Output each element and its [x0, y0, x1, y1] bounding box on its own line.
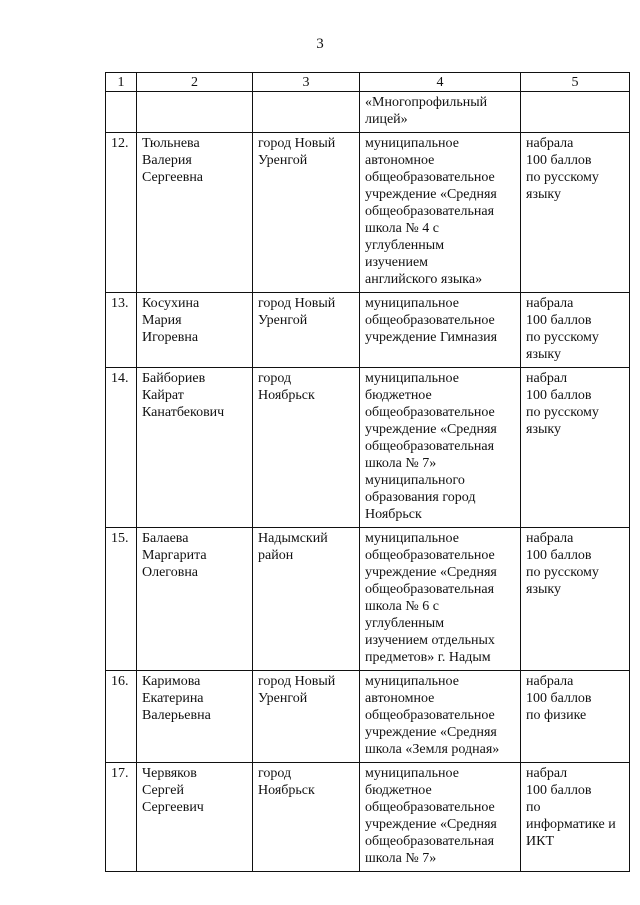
header-col-5: 5 — [521, 73, 630, 92]
cell-name: Косухина Мария Игоревна — [137, 293, 253, 368]
cell-number: 12. — [106, 133, 137, 293]
cell-number: 17. — [106, 763, 137, 872]
table-row — [106, 133, 630, 293]
cell-name: Байбориев Кайрат Канатбекович — [137, 368, 253, 528]
table-row — [106, 528, 630, 671]
cell-number: 13. — [106, 293, 137, 368]
cell-name: Тюльнева Валерия Сергеевна — [137, 133, 253, 293]
table-header — [106, 73, 630, 92]
header-row — [106, 73, 630, 92]
header-col-1: 1 — [106, 73, 137, 92]
cell-result: набрала 100 баллов по русскому языку — [521, 528, 630, 671]
table-row-continuation — [106, 92, 630, 133]
cell-institution: муниципальное бюджетное общеобразовательное учреждение «Средняя общеобразовательная школа № 7» — [360, 763, 521, 872]
cell-institution: муниципальное бюджетное общеобразовательное учреждение «Средняя общеобразовательная школа № 7» муниципального образования город Ноябрьск — [360, 368, 521, 528]
cell-name: Балаева Маргарита Олеговна — [137, 528, 253, 671]
cell-number: 14. — [106, 368, 137, 528]
cell-location: город Новый Уренгой — [253, 671, 360, 763]
cell-location: город Ноябрьск — [253, 368, 360, 528]
cell-institution: «Многопрофильный лицей» — [360, 92, 521, 133]
cell-location: Надымский район — [253, 528, 360, 671]
cell-name — [137, 92, 253, 133]
cell-location: город Ноябрьск — [253, 763, 360, 872]
cell-institution: муниципальное общеобразовательное учреждение Гимназия — [360, 293, 521, 368]
cell-result: набрал 100 баллов по русскому языку — [521, 368, 630, 528]
header-col-4: 4 — [360, 73, 521, 92]
cell-institution: муниципальное автономное общеобразовательное учреждение «Средняя школа «Земля родная» — [360, 671, 521, 763]
header-col-2: 2 — [137, 73, 253, 92]
results-table — [105, 72, 630, 872]
table-body — [106, 92, 630, 872]
header-col-3: 3 — [253, 73, 360, 92]
table-row — [106, 671, 630, 763]
cell-result: набрала 100 баллов по русскому языку — [521, 293, 630, 368]
cell-name: Каримова Екатерина Валерьевна — [137, 671, 253, 763]
cell-result: набрала 100 баллов по русскому языку — [521, 133, 630, 293]
cell-location: город Новый Уренгой — [253, 133, 360, 293]
table-row — [106, 763, 630, 872]
cell-name: Червяков Сергей Сергеевич — [137, 763, 253, 872]
cell-institution: муниципальное общеобразовательное учреждение «Средняя общеобразовательная школа № 6 с углубленным изучением отдельных предметов» г. Надым — [360, 528, 521, 671]
cell-result: набрал 100 баллов по информатике и ИКТ — [521, 763, 630, 872]
cell-number — [106, 92, 137, 133]
cell-location: город Новый Уренгой — [253, 293, 360, 368]
table-row — [106, 368, 630, 528]
cell-result: набрала 100 баллов по физике — [521, 671, 630, 763]
cell-number: 16. — [106, 671, 137, 763]
page-number: 3 — [316, 36, 324, 52]
cell-location — [253, 92, 360, 133]
table-row — [106, 293, 630, 368]
cell-number: 15. — [106, 528, 137, 671]
cell-result — [521, 92, 630, 133]
cell-institution: муниципальное автономное общеобразовательное учреждение «Средняя общеобразовательная школа № 4 с углубленным изучением английского языка» — [360, 133, 521, 293]
